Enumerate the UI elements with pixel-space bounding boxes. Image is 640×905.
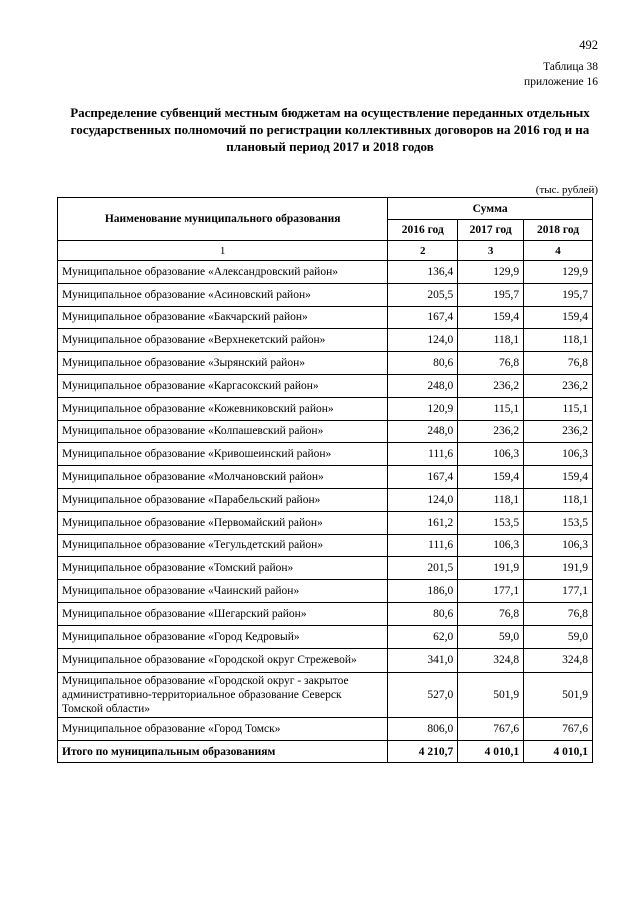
table-label: Таблица 38 xyxy=(543,61,598,73)
value-2016: 111,6 xyxy=(388,443,458,466)
value-2017: 177,1 xyxy=(458,580,524,603)
table-row xyxy=(58,718,593,741)
value-2016: 161,2 xyxy=(388,511,458,534)
appendix-label: приложение 16 xyxy=(524,76,598,88)
column-header-2017: 2017 год xyxy=(458,220,524,241)
column-number: 1 xyxy=(58,241,388,261)
municipality-name: Муниципальное образование «Тегульдетский район» xyxy=(58,534,388,557)
table-row xyxy=(58,283,593,306)
value-2016: 248,0 xyxy=(388,374,458,397)
value-2017: 159,4 xyxy=(458,306,524,329)
value-2018: 115,1 xyxy=(524,397,593,420)
municipality-name: Муниципальное образование «Томский район» xyxy=(58,557,388,580)
value-2017: 129,9 xyxy=(458,261,524,284)
municipality-name: Муниципальное образование «Асиновский район» xyxy=(58,283,388,306)
value-2018: 236,2 xyxy=(524,374,593,397)
value-2017: 767,6 xyxy=(458,718,524,741)
value-2016: 806,0 xyxy=(388,718,458,741)
value-2016: 201,5 xyxy=(388,557,458,580)
column-header-2016: 2016 год xyxy=(388,220,458,241)
value-2017: 159,4 xyxy=(458,466,524,489)
value-2017: 118,1 xyxy=(458,329,524,352)
municipality-name: Муниципальное образование «Город Кедровый» xyxy=(58,625,388,648)
table-row xyxy=(58,557,593,580)
value-2018: 59,0 xyxy=(524,625,593,648)
subsidy-table xyxy=(57,197,593,763)
value-2018: 76,8 xyxy=(524,602,593,625)
value-2017: 191,9 xyxy=(458,557,524,580)
value-2018: 106,3 xyxy=(524,443,593,466)
column-header-sum: Сумма xyxy=(388,198,593,220)
total-2016: 4 210,7 xyxy=(388,741,458,763)
column-number: 4 xyxy=(524,241,593,261)
value-2016: 136,4 xyxy=(388,261,458,284)
column-number-row xyxy=(58,241,593,261)
value-2017: 324,8 xyxy=(458,648,524,673)
value-2017: 118,1 xyxy=(458,488,524,511)
value-2018: 129,9 xyxy=(524,261,593,284)
page-number: 492 xyxy=(579,38,598,52)
municipality-name: Муниципальное образование «Городской округ - закрытое административно-территориальное образование Северск Томской области» xyxy=(58,673,388,718)
table-row xyxy=(58,648,593,673)
table-row xyxy=(58,466,593,489)
value-2016: 124,0 xyxy=(388,488,458,511)
municipality-name: Муниципальное образование «Городской округ Стрежевой» xyxy=(58,648,388,673)
value-2016: 167,4 xyxy=(388,466,458,489)
value-2018: 118,1 xyxy=(524,488,593,511)
value-2017: 236,2 xyxy=(458,374,524,397)
municipality-name: Муниципальное образование «Верхнекетский район» xyxy=(58,329,388,352)
value-2016: 111,6 xyxy=(388,534,458,557)
value-2016: 124,0 xyxy=(388,329,458,352)
value-2016: 120,9 xyxy=(388,397,458,420)
municipality-name: Муниципальное образование «Зырянский район» xyxy=(58,352,388,375)
value-2018: 159,4 xyxy=(524,306,593,329)
column-number: 3 xyxy=(458,241,524,261)
value-2016: 80,6 xyxy=(388,352,458,375)
municipality-name: Муниципальное образование «Александровский район» xyxy=(58,261,388,284)
table-row xyxy=(58,443,593,466)
municipality-name: Муниципальное образование «Бакчарский район» xyxy=(58,306,388,329)
value-2017: 106,3 xyxy=(458,534,524,557)
table-row xyxy=(58,261,593,284)
municipality-name: Муниципальное образование «Город Томск» xyxy=(58,718,388,741)
value-2016: 167,4 xyxy=(388,306,458,329)
value-2018: 177,1 xyxy=(524,580,593,603)
value-2018: 191,9 xyxy=(524,557,593,580)
table-row xyxy=(58,625,593,648)
value-2017: 76,8 xyxy=(458,602,524,625)
value-2016: 341,0 xyxy=(388,648,458,673)
value-2018: 106,3 xyxy=(524,534,593,557)
table-body xyxy=(58,261,593,741)
value-2017: 236,2 xyxy=(458,420,524,443)
value-2017: 153,5 xyxy=(458,511,524,534)
value-2018: 118,1 xyxy=(524,329,593,352)
value-2017: 76,8 xyxy=(458,352,524,375)
municipality-name: Муниципальное образование «Шегарский район» xyxy=(58,602,388,625)
value-2018: 324,8 xyxy=(524,648,593,673)
value-2016: 527,0 xyxy=(388,673,458,718)
table-row xyxy=(58,397,593,420)
value-2017: 115,1 xyxy=(458,397,524,420)
table-row xyxy=(58,511,593,534)
value-2016: 186,0 xyxy=(388,580,458,603)
total-2018: 4 010,1 xyxy=(524,741,593,763)
value-2018: 236,2 xyxy=(524,420,593,443)
municipality-name: Муниципальное образование «Кожевниковский район» xyxy=(58,397,388,420)
total-2017: 4 010,1 xyxy=(458,741,524,763)
table-row xyxy=(58,673,593,718)
table-row xyxy=(58,306,593,329)
value-2017: 195,7 xyxy=(458,283,524,306)
table-row xyxy=(58,420,593,443)
total-label: Итого по муниципальным образованиям xyxy=(58,741,388,763)
value-2017: 501,9 xyxy=(458,673,524,718)
value-2018: 767,6 xyxy=(524,718,593,741)
value-2018: 195,7 xyxy=(524,283,593,306)
column-header-name: Наименование муниципального образования xyxy=(58,198,388,241)
table-row xyxy=(58,374,593,397)
document-title: Распределение субвенций местным бюджетам на осуществление переданных отдельных государственных полномочий по регистрации коллективных договоров на 2016 год и на плановый период 2017 и 2018 годов xyxy=(70,105,590,154)
municipality-name: Муниципальное образование «Кривошеинский район» xyxy=(58,443,388,466)
column-number: 2 xyxy=(388,241,458,261)
value-2016: 62,0 xyxy=(388,625,458,648)
value-2018: 153,5 xyxy=(524,511,593,534)
unit-note: (тыс. рублей) xyxy=(535,184,598,196)
total-row xyxy=(58,741,593,763)
value-2017: 106,3 xyxy=(458,443,524,466)
value-2018: 76,8 xyxy=(524,352,593,375)
table-row xyxy=(58,488,593,511)
table-row xyxy=(58,329,593,352)
value-2018: 501,9 xyxy=(524,673,593,718)
table-reference xyxy=(524,60,598,90)
municipality-name: Муниципальное образование «Молчановский район» xyxy=(58,466,388,489)
value-2016: 248,0 xyxy=(388,420,458,443)
table-row xyxy=(58,352,593,375)
municipality-name: Муниципальное образование «Колпашевский район» xyxy=(58,420,388,443)
value-2016: 80,6 xyxy=(388,602,458,625)
table-row xyxy=(58,602,593,625)
table-row xyxy=(58,580,593,603)
municipality-name: Муниципальное образование «Первомайский район» xyxy=(58,511,388,534)
value-2018: 159,4 xyxy=(524,466,593,489)
municipality-name: Муниципальное образование «Парабельский район» xyxy=(58,488,388,511)
table-row xyxy=(58,534,593,557)
value-2016: 205,5 xyxy=(388,283,458,306)
column-header-2018: 2018 год xyxy=(524,220,593,241)
municipality-name: Муниципальное образование «Каргасокский район» xyxy=(58,374,388,397)
municipality-name: Муниципальное образование «Чаинский район» xyxy=(58,580,388,603)
value-2017: 59,0 xyxy=(458,625,524,648)
